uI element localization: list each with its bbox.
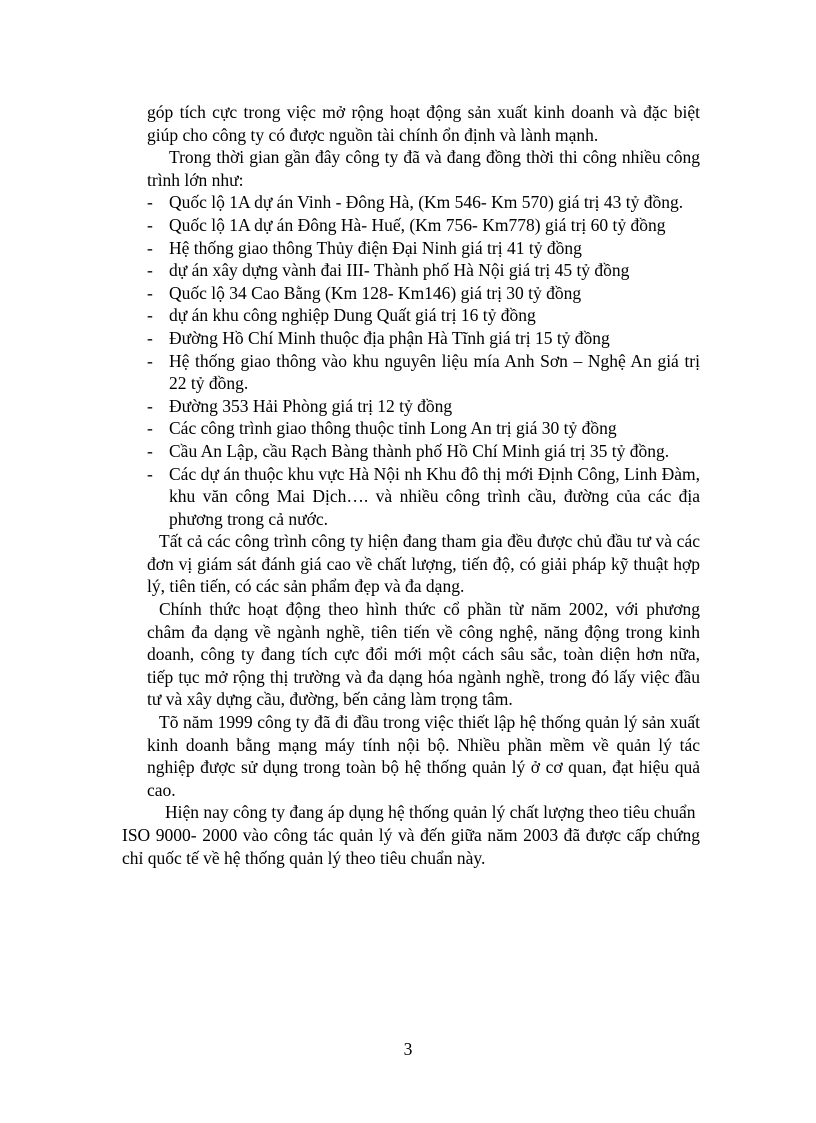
it-paragraph: Tõ năm 1999 công ty đã đi đầu trong việc thiết lập hệ thống quản lý sản xuất kinh doanh bằng mạng máy tính nội bộ. Nhiều phần mềm về quản lý tác nghiệp được sử dụng trong toàn bộ hệ thống quản lý ở cơ quan, đạt hiệu quả cao. (147, 712, 700, 800)
list-dash: - (147, 440, 153, 461)
list-item-text: Các dự án thuộc khu vực Hà Nội nh Khu đô thị mới Định Công, Linh Đàm, khu văn công Mai Dịch…. và nhiều công trình cầu, đường của các địa phương trong cả nước. (169, 463, 700, 529)
list-item (147, 237, 700, 260)
list-dash: - (147, 282, 153, 303)
list-item (147, 191, 700, 214)
intro-paragraph: góp tích cực trong việc mở rộng hoạt động sản xuất kinh doanh và đặc biệt giúp cho công ty có được nguồn tài chính ổn định và lành mạnh. (147, 102, 700, 145)
list-item (147, 304, 700, 327)
list-item-text: dự án khu công nghiệp Dung Quất giá trị 16 tỷ đồng (169, 305, 536, 326)
equitization-paragraph: Chính thức hoạt động theo hình thức cổ phần từ năm 2002, với phương châm đa dạng về ngành nghề, tiên tiến về công nghệ, năng động trong kinh doanh, công ty đang tích cực đổi mới một cách sâu sắc, toàn diện hơn nữa, tiếp tục mở rộng thị trường và đa dạng hóa ngành nghề, trong đó lấy việc đầu tư và xây dựng cầu, đường, bến cảng làm trọng tâm. (147, 599, 700, 710)
list-item-text: dự án xây dựng vành đai III- Thành phố Hà Nội giá trị 45 tỷ đồng (169, 260, 630, 281)
quality-paragraph: Tất cả các công trình công ty hiện đang tham gia đều được chủ đầu tư và các đơn vị giám sát đánh giá cao về chất lượng, tiến độ, có giải pháp kỹ thuật hợp lý, tiên tiến, có các sản phẩm đẹp và đa dạng. (147, 531, 700, 597)
list-dash: - (147, 327, 153, 348)
list-dash: - (147, 305, 153, 326)
list-dash: - (147, 395, 153, 416)
list-dash: - (147, 418, 153, 439)
list-dash: - (147, 192, 153, 213)
list-item-text: Hệ thống giao thông vào khu nguyên liệu mía Anh Sơn – Nghệ An giá trị 22 tỷ đồng. (169, 350, 700, 394)
list-item (147, 463, 700, 531)
list-item (147, 259, 700, 282)
list-item (147, 327, 700, 350)
list-dash: - (147, 260, 153, 281)
list-dash: - (147, 350, 153, 371)
list-dash: - (147, 463, 153, 484)
iso-paragraph: ISO 9000- 2000 vào công tác quản lý và đến giữa năm 2003 đã được cấp chứng chỉ quốc tế về hệ thống quản lý theo tiêu chuẩn này. (122, 825, 700, 868)
iso-intro-paragraph: Hiện nay công ty đang áp dụng hệ thống quản lý chất lượng theo tiêu chuẩn (165, 802, 696, 823)
document-page (122, 101, 700, 869)
page-number: 3 (403, 1039, 413, 1059)
list-item-text: Đường 353 Hải Phòng giá trị 12 tỷ đồng (169, 395, 453, 416)
list-dash: - (147, 214, 153, 235)
list-item-text: Các công trình giao thông thuộc tỉnh Long An trị giá 30 tỷ đồng (169, 418, 617, 439)
list-item-text: Cầu An Lập, cầu Rạch Bàng thành phố Hồ Chí Minh giá trị 35 tỷ đồng. (169, 440, 670, 461)
list-item (147, 214, 700, 237)
list-item (147, 350, 700, 395)
projects-intro-paragraph: Trong thời gian gần đây công ty đã và đang đồng thời thi công nhiều công trình lớn như: (147, 147, 700, 190)
list-item (147, 395, 700, 418)
list-item (147, 417, 700, 440)
list-item (147, 440, 700, 463)
projects-list (147, 191, 700, 530)
list-item-text: Hệ thống giao thông Thủy điện Đại Ninh giá trị 41 tỷ đồng (169, 237, 582, 258)
list-item (147, 282, 700, 305)
list-item-text: Quốc lộ 34 Cao Bằng (Km 128- Km146) giá trị 30 tỷ đồng (169, 282, 582, 303)
list-item-text: Quốc lộ 1A dự án Đông Hà- Huế, (Km 756- Km778) giá trị 60 tỷ đồng (169, 214, 666, 235)
list-item-text: Quốc lộ 1A dự án Vinh - Đông Hà, (Km 546- Km 570) giá trị 43 tỷ đồng. (169, 192, 684, 213)
list-item-text: Đường Hồ Chí Minh thuộc địa phận Hà Tĩnh giá trị 15 tỷ đồng (169, 327, 610, 348)
list-dash: - (147, 237, 153, 258)
